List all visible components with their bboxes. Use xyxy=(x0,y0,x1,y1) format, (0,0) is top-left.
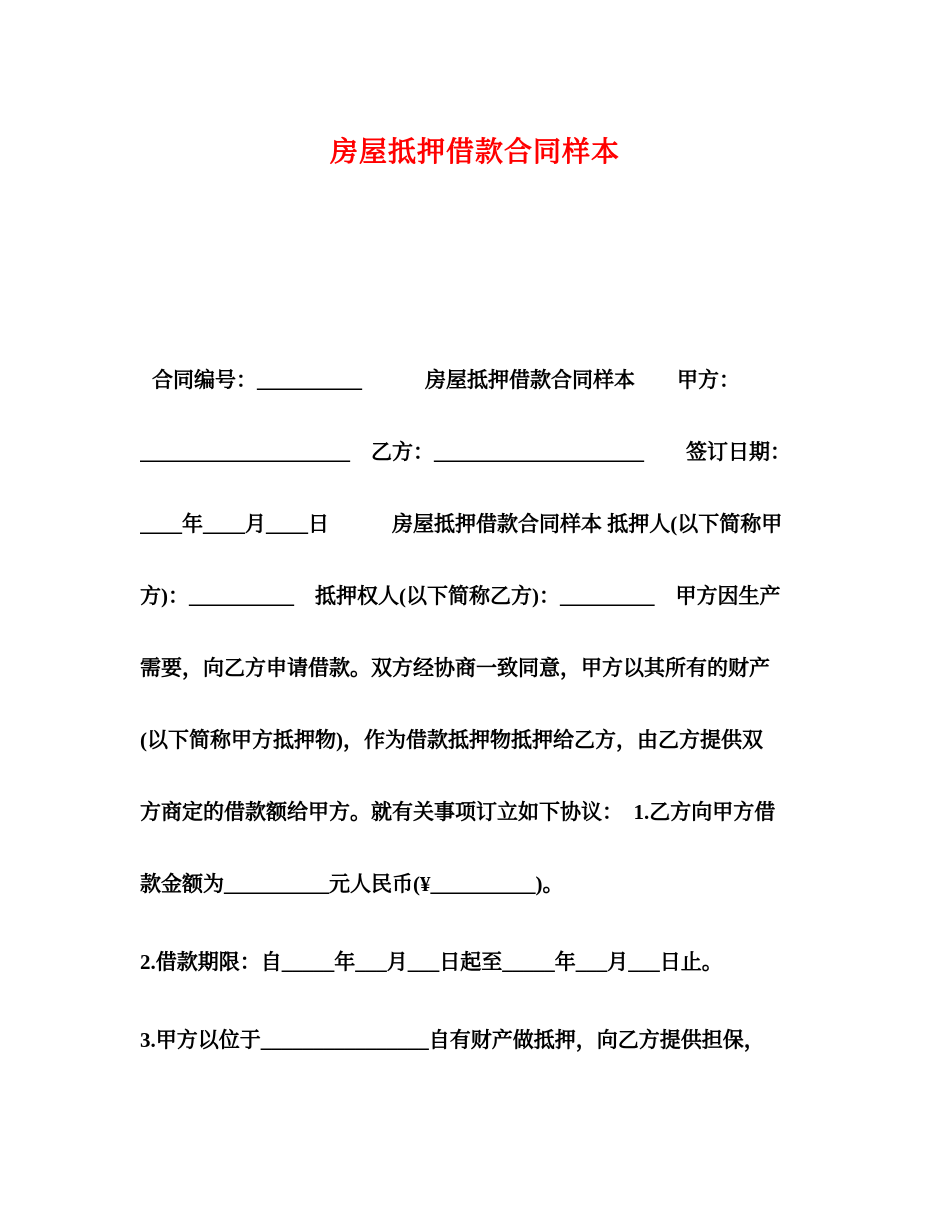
document-body xyxy=(140,344,820,1076)
contract-line: 3.甲方以位于________________自有财产做抵押，向乙方提供担保， xyxy=(140,1028,765,1052)
contract-line: 合同编号：__________ 房屋抵押借款合同样本 甲方： xyxy=(152,368,740,392)
contract-line: 方商定的借款额给甲方。就有关事项订立如下协议： 1.乙方向甲方借 xyxy=(140,800,776,824)
contract-line: 2.借款期限：自_____年___月___日起至_____年___月___日止。 xyxy=(140,950,723,974)
contract-line: ____年____月____日 房屋抵押借款合同样本 抵押人(以下简称甲 xyxy=(140,512,783,536)
document-title: 房屋抵押借款合同样本 xyxy=(329,137,620,168)
contract-line: ____________________ 乙方：____________________ 签订日期： xyxy=(140,440,791,464)
contract-line: (以下简称甲方抵押物)，作为借款抵押物抵押给乙方，由乙方提供双 xyxy=(140,728,763,752)
contract-line: 方)：__________ 抵押权人(以下简称乙方)：_________ 甲方因生产 xyxy=(140,584,781,608)
contract-line: 款金额为__________元人民币(¥__________)。 xyxy=(140,872,564,896)
contract-line: 需要，向乙方申请借款。双方经协商一致同意，甲方以其所有的财产 xyxy=(140,656,770,680)
